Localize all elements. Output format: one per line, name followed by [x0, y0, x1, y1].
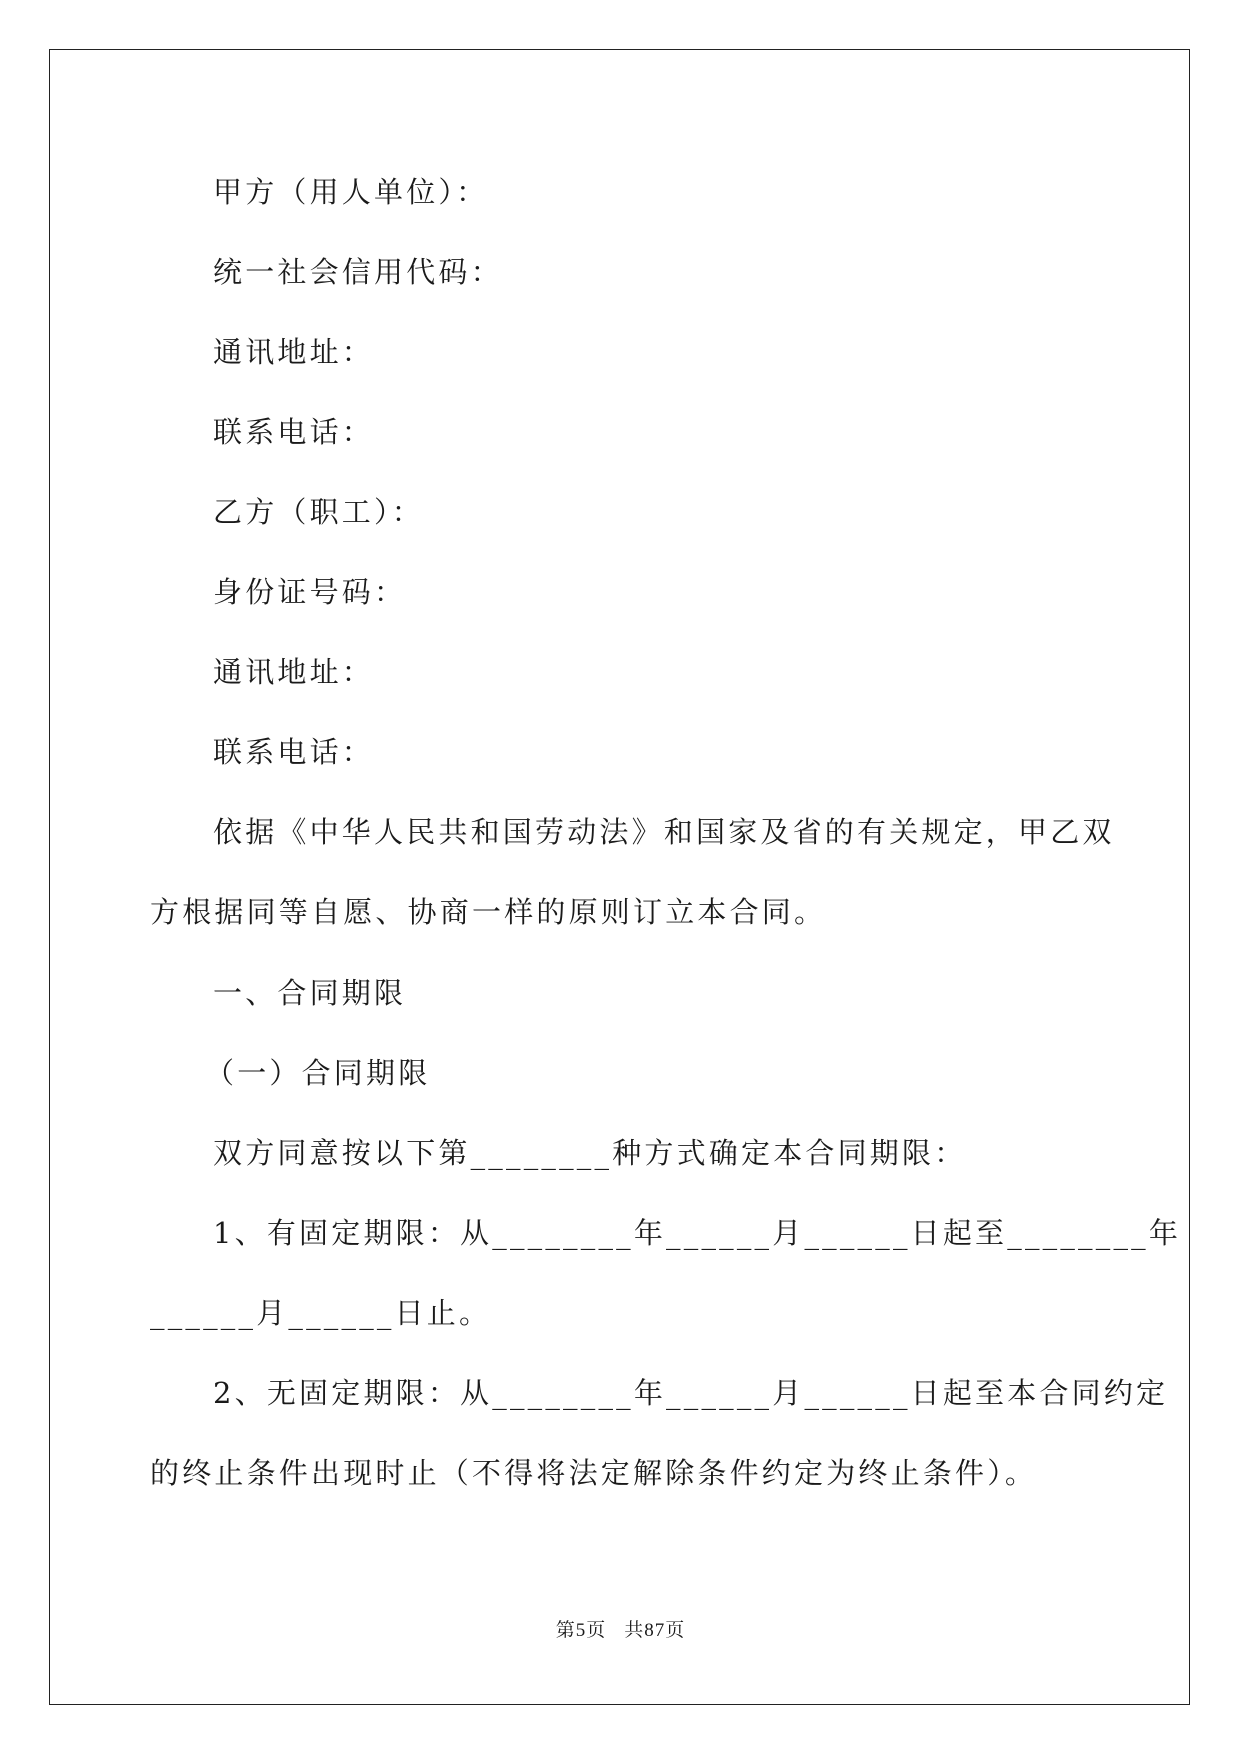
- preamble-line-2: 方根据同等自愿、协商一样的原则订立本合同。: [150, 895, 827, 929]
- footer-total-prefix: 共: [624, 1619, 645, 1641]
- footer-page-suffix: 页: [586, 1619, 607, 1641]
- open-term-line-1: 2、无固定期限：从________年______月______日起至本合同约定: [213, 1376, 1169, 1410]
- current-page-number: 5: [575, 1620, 587, 1641]
- party-b-address: 通讯地址：: [213, 655, 375, 689]
- party-a-phone: 联系电话：: [213, 415, 375, 449]
- preamble-line-1: 依据《中华人民共和国劳动法》和国家及省的有关规定，甲乙双: [213, 815, 1115, 849]
- party-b-id-number: 身份证号码：: [213, 575, 407, 609]
- page-footer: [0, 1618, 1241, 1643]
- open-term-line-2: 的终止条件出现时止（不得将法定解除条件约定为终止条件）。: [150, 1456, 1038, 1490]
- fixed-term-line-2: ______月______日止。: [150, 1296, 492, 1330]
- subsection-heading: （一）合同期限: [205, 1056, 431, 1090]
- party-a-address: 通讯地址：: [213, 335, 375, 369]
- party-b-phone: 联系电话：: [213, 735, 375, 769]
- footer-total-suffix: 页: [665, 1619, 686, 1641]
- party-a-name: 甲方（用人单位）：: [213, 175, 489, 209]
- party-b-name: 乙方（职工）：: [213, 495, 424, 529]
- party-a-credit-code: 统一社会信用代码：: [213, 255, 503, 289]
- section-heading: 一、合同期限: [213, 976, 407, 1010]
- total-page-count: 87: [644, 1620, 666, 1641]
- footer-prefix: 第: [555, 1619, 576, 1641]
- term-method-line: 双方同意按以下第________种方式确定本合同期限：: [213, 1136, 967, 1170]
- fixed-term-line-1: 1、有固定期限：从________年______月______日起至________年: [213, 1216, 1182, 1250]
